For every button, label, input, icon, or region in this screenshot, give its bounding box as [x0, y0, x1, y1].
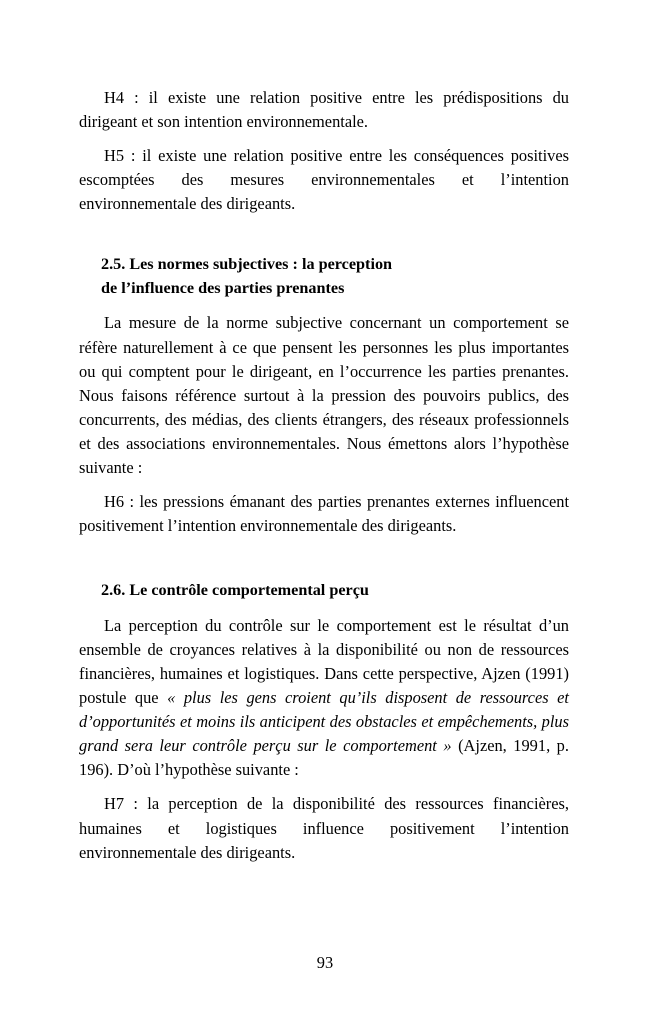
paragraph-perceived-control-intro: La perception du contrôle sur le comportement est le résultat d’un ensemble de croyances relatives à la disponibilité ou non de ressources financières, humaines et logistiques. Dans cette perspective, Ajzen (1991) postule que [79, 615, 569, 708]
section-heading-2-5 [79, 253, 569, 300]
paragraph-perceived-control [79, 614, 569, 783]
paragraph-hypothesis-h4: H4 : il existe une relation positive entre les prédispositions du dirigeant et son intention environnementale. [79, 88, 569, 132]
section-heading-2-5-line-2: de l’influence des parties prenantes [101, 278, 345, 297]
paragraph-hypothesis-h5: H5 : il existe une relation positive entre les conséquences positives escomptées des mesures environnementales et l’intention environnementale des dirigeants. [79, 146, 569, 214]
paragraph-subjective-norms: La mesure de la norme subjective concernant un comportement se réfère naturellement à ce que pensent les personnes les plus importantes ou qui comptent pour le dirigeant, en l’occurrence les parties prenantes. Nous faisons référence surtout à la pression des pouvoirs publics, des concurrents, des médias, des clients étrangers, des réseaux professionnels et des associations environnementales. Nous émettons alors l’hypothèse suivante : [79, 313, 569, 478]
ajzen-citation: (Ajzen, 1991, p. 196). D’où l’hypothèse suivante : [79, 736, 569, 780]
ajzen-quotation: « plus les gens croient qu’ils disposent de ressources et d’opportunités et moins ils anticipent des obstacles et empêchements, plus grand sera leur contrôle perçu sur le comportement » [79, 688, 569, 756]
page-number: 93 [316, 953, 334, 972]
section-heading-2-5-line-1: 2.5. Les normes subjectives : la perception [101, 255, 393, 274]
section-heading-2-6-line-1: 2.6. Le contrôle comportemental perçu [101, 581, 369, 600]
paragraph-hypothesis-h6: H6 : les pressions émanant des parties prenantes externes influencent positivement l’intention environnementale des dirigeants. [79, 492, 569, 536]
page-text-column [79, 86, 569, 865]
paragraph-hypothesis-h7: H7 : la perception de la disponibilité des ressources financières, humaines et logistiques influence positivement l’intention environnementale des dirigeants. [79, 794, 569, 862]
section-heading-2-6 [79, 579, 569, 603]
